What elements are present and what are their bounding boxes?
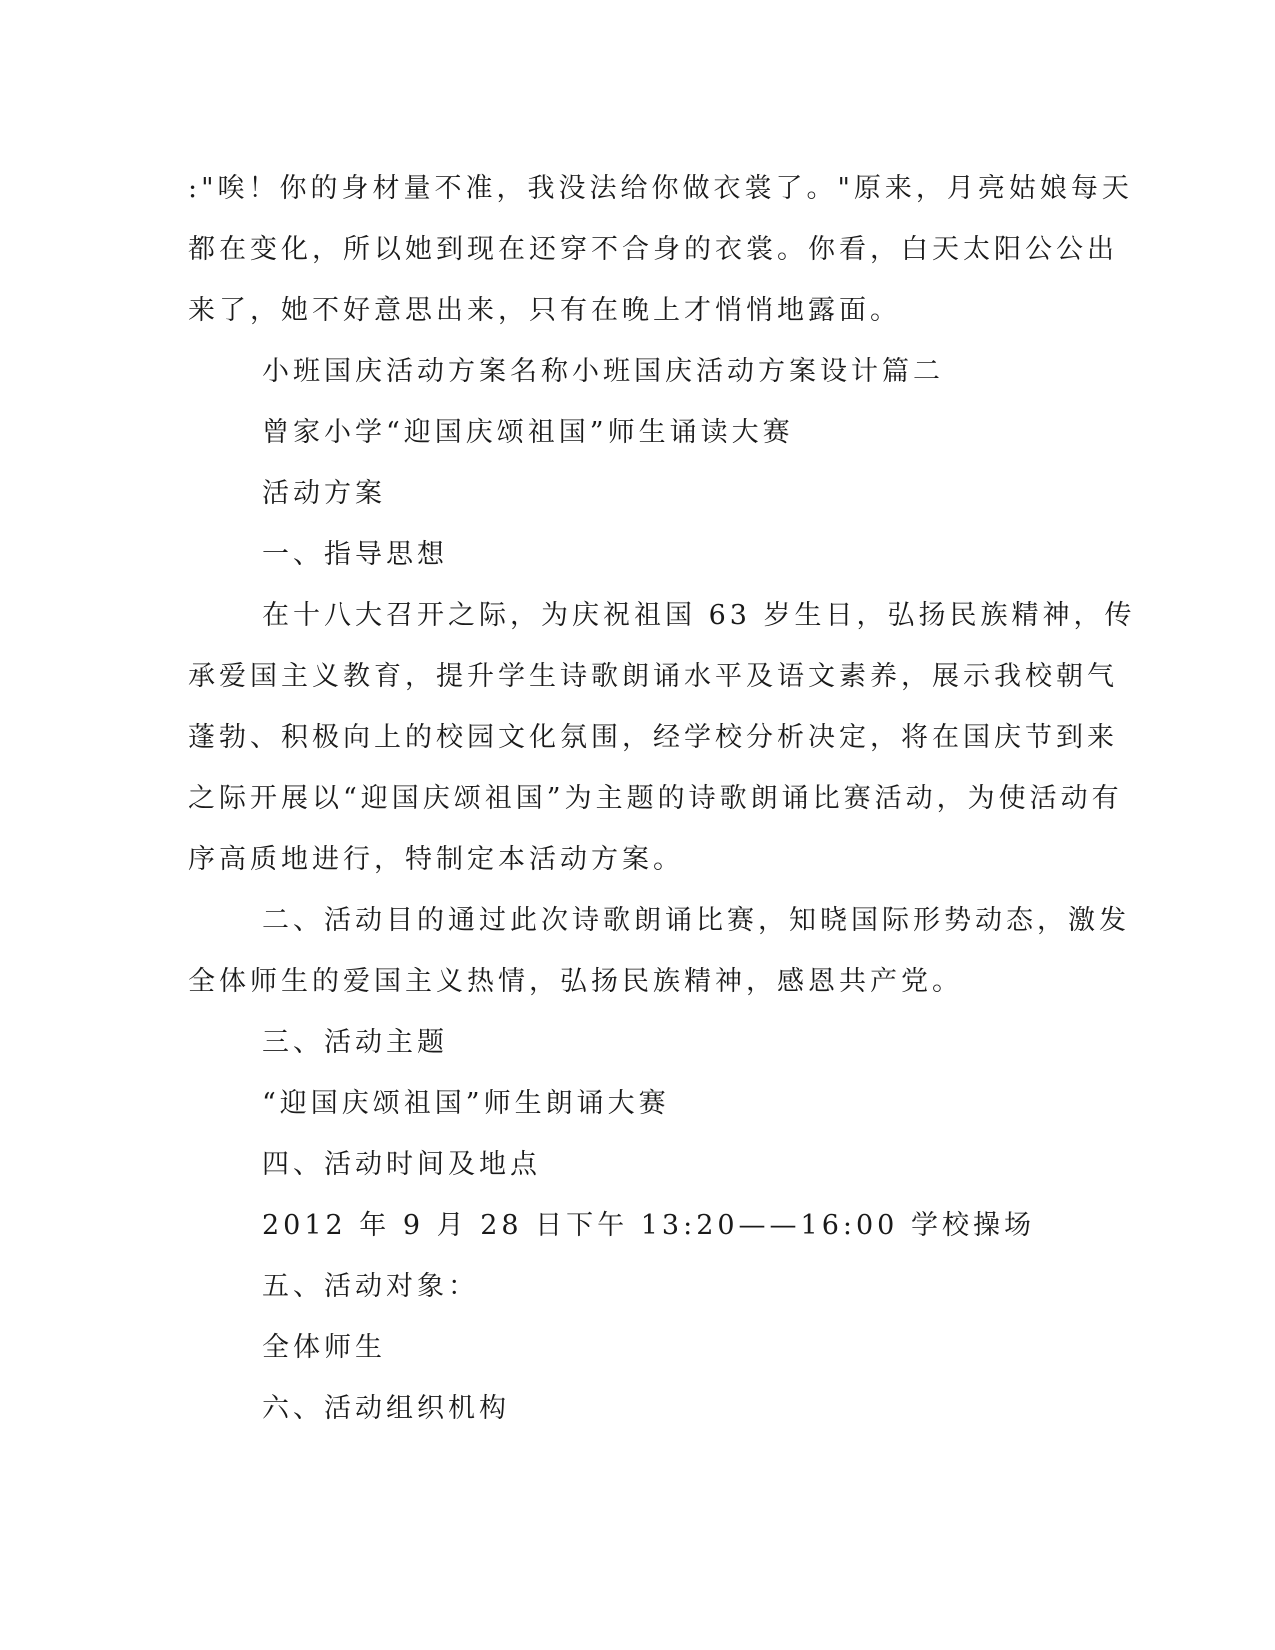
plan-label: 活动方案 <box>262 478 386 509</box>
heading-activity-purpose: 二、活动目的通过此次诗歌朗诵比赛，知晓国际形势动态，激发 <box>262 905 1130 936</box>
section-heading: 小班国庆活动方案名称小班国庆活动方案设计篇二 <box>262 356 944 387</box>
body-line: 序高质地进行，特制定本活动方案。 <box>188 844 684 875</box>
time-place-text: 2012 年 9 月 28 日下午 13:20——16:00 学校操场 <box>262 1210 1035 1241</box>
event-title: 曾家小学“迎国庆颂祖国”师生诵读大赛 <box>262 417 794 448</box>
document-body <box>188 158 1136 1439</box>
body-line: 在十八大召开之际，为庆祝祖国 63 岁生日，弘扬民族精神，传 <box>262 600 1136 631</box>
heading-time-place: 四、活动时间及地点 <box>262 1149 541 1180</box>
body-line: 来了，她不好意思出来，只有在晚上才悄悄地露面。 <box>188 295 901 326</box>
body-line: 蓬勃、积极向上的校园文化氛围，经学校分析决定，将在国庆节到来 <box>188 722 1118 753</box>
participants-text: 全体师生 <box>262 1332 386 1363</box>
body-line: :"唉！你的身材量不准，我没法给你做衣裳了。"原来，月亮姑娘每天 <box>188 173 1133 204</box>
body-line: 承爱国主义教育，提升学生诗歌朗诵水平及语文素养，展示我校朝气 <box>188 661 1118 692</box>
body-line: 全体师生的爱国主义热情，弘扬民族精神，感恩共产党。 <box>188 966 963 997</box>
body-line: 都在变化，所以她到现在还穿不合身的衣裳。你看，白天太阳公公出 <box>188 234 1118 265</box>
heading-activity-theme: 三、活动主题 <box>262 1027 448 1058</box>
body-line: 之际开展以“迎国庆颂祖国”为主题的诗歌朗诵比赛活动，为使活动有 <box>188 783 1123 814</box>
heading-organization: 六、活动组织机构 <box>262 1393 510 1424</box>
theme-text: “迎国庆颂祖国”师生朗诵大赛 <box>262 1088 670 1119</box>
heading-guiding-ideology: 一、指导思想 <box>262 539 448 570</box>
heading-participants: 五、活动对象： <box>262 1271 479 1302</box>
